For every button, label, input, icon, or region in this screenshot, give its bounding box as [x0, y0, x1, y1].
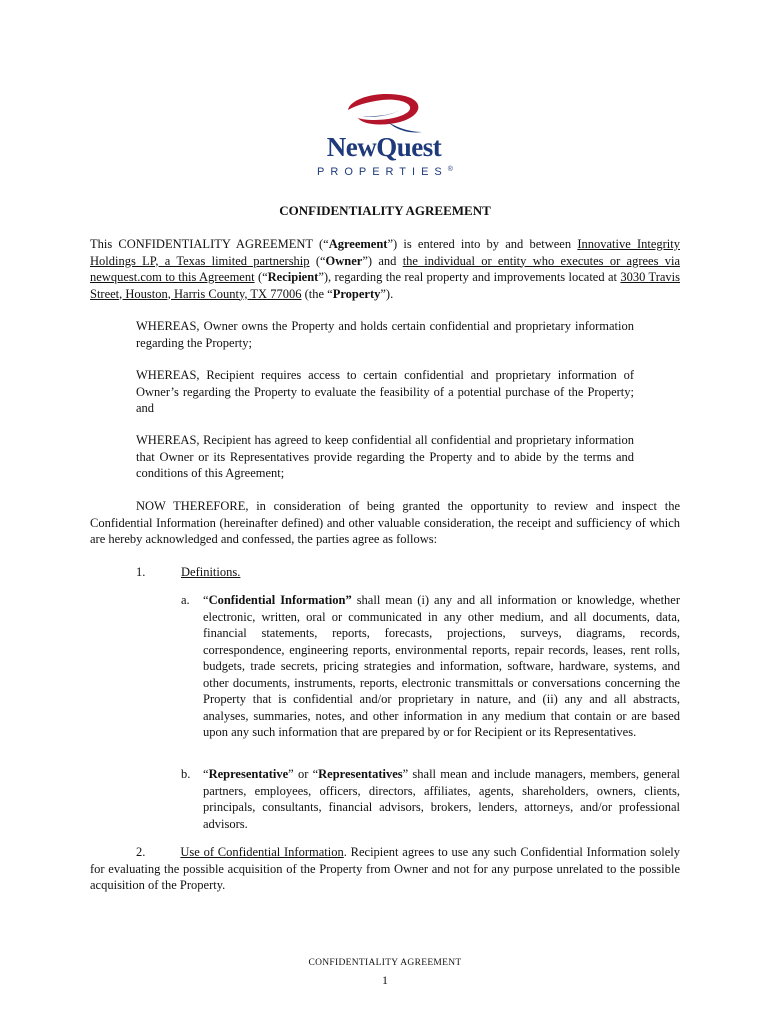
- term-representative: Representative: [208, 767, 289, 781]
- term-recipient: Recipient: [267, 270, 319, 284]
- recipient-entity: the individual or entity who executes or agrees via newquest.com to this Agreement: [90, 253, 680, 284]
- footer-label: CONFIDENTIALITY AGREEMENT: [308, 958, 462, 968]
- term-representatives: Representatives: [318, 767, 403, 781]
- logo-wordmark: NewQuest: [326, 132, 442, 162]
- term-owner: Owner: [325, 253, 363, 268]
- section-2-heading: Use of Confidential Information: [180, 845, 344, 859]
- def-a-letter: a.: [181, 593, 190, 607]
- whereas-3: WHEREAS, Recipient has agreed to keep confidential all confidential and proprietary information that Owner or its Representatives provide regarding the Property and to abide by the terms and conditions of this Agreement;: [136, 433, 634, 480]
- section-2-number: 2.: [136, 845, 146, 859]
- page-number: 1: [382, 973, 388, 987]
- now-therefore-paragraph: NOW THEREFORE, in consideration of being granted the opportunity to review and inspect the Confidential Information (hereinafter defined) and other valuable consideration, the receipt and sufficiency of which are hereby acknowledged and confessed, the parties agree as follows:: [90, 499, 680, 546]
- logo-registered: ®: [447, 166, 453, 173]
- intro-paragraph: This CONFIDENTIALITY AGREEMENT (“Agreement”) is entered into by and between Innovative Integrity Holdings LP, a Texas limited partnership (“Owner”) and the individual or entity who executes or agrees via newquest.com to this Agreement (“Recipient”), regarding the real property and improvements located at 3030 Travis Street, Houston, Harris County, TX 77006 (the “Property”).: [90, 237, 681, 301]
- section-1-heading: Definitions.: [181, 565, 241, 579]
- section-1-number: 1.: [136, 565, 146, 579]
- newquest-logo: [300, 92, 470, 187]
- logo-sub-text: PROPERTIES: [317, 166, 448, 178]
- term-property: Property: [332, 286, 381, 301]
- def-b-letter: b.: [181, 767, 191, 781]
- document-title: CONFIDENTIALITY AGREEMENT: [279, 203, 491, 218]
- def-a-text: “Confidential Information” shall mean (i) any and all information or knowledge, whether electronic, written, oral or communicated in any other medium, and all documents, data, financial statements, reports, forecasts, projections, surveys, diagrams, records, correspondence, engineering reports, environmental reports, repair records, leases, rent rolls, budgets, trade secrets, pricing strategies and information, software, hardware, systems, and other documents, instruments, reports, electronic transmittals or conversations concerning the Property that is confidential and/or proprietary in nature, and (ii) any and all abstracts, analyses, summaries, notes, and other information in any medium that contain or are based upon any such information that are prepared by or for Recipient or its Representatives.: [203, 593, 681, 739]
- owner-entity: Innovative Integrity Holdings LP, a Texas limited partnership: [90, 237, 681, 268]
- whereas-1: WHEREAS, Owner owns the Property and holds certain confidential and proprietary information regarding the Property;: [136, 319, 634, 350]
- section-2-paragraph: 2. Use of Confidential Information. Recipient agrees to use any such Confidential Information solely for evaluating the possible acquisition of the Property from Owner and not for any purpose unrelated to the possible acquisition of the Property.: [90, 845, 681, 892]
- property-address: 3030 Travis Street, Houston, Harris County, TX 77006: [90, 270, 680, 301]
- logo-subtitle: [302, 166, 468, 178]
- term-agreement: Agreement: [328, 237, 388, 251]
- term-confidential-information: Confidential Information: [208, 593, 346, 607]
- whereas-2: WHEREAS, Recipient requires access to certain confidential and proprietary information of Owner’s regarding the Property to evaluate the feasibility of a potential purchase of the Property; and: [136, 368, 634, 415]
- def-b-text: “Representative” or “Representatives” shall mean and include managers, members, general partners, employees, officers, directors, affiliates, agents, shareholders, owners, clients, principals, consultants, financial advisors, brokers, lenders, attorneys, and/or professional advisors.: [203, 767, 681, 831]
